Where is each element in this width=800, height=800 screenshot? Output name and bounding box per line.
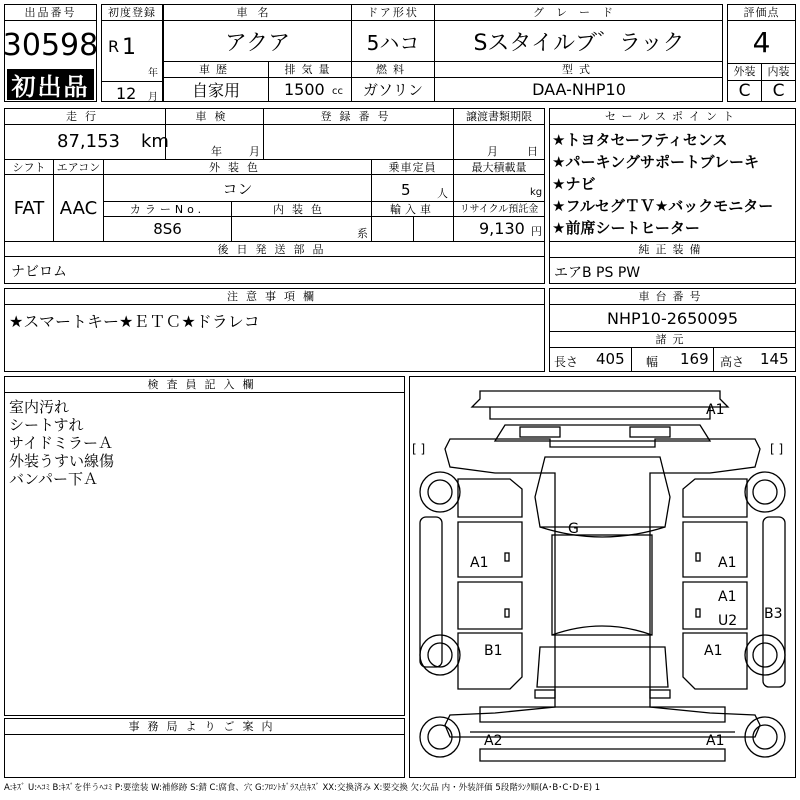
- sales-points-label: セールスポイント: [550, 109, 795, 125]
- interior-color-label: 内装色: [273, 203, 330, 216]
- height-label: 高さ: [720, 355, 745, 369]
- fuel-label: 燃料: [376, 63, 410, 76]
- capacity-label: 乗車定員: [388, 161, 437, 174]
- first-listing-badge: 初出品: [7, 69, 94, 100]
- lot-number-label: 出品番号: [5, 5, 96, 21]
- inspector-label: 検査員記入欄: [5, 377, 404, 393]
- recycle-label: リサイクル預託金: [459, 204, 539, 215]
- reg-month: 12: [116, 84, 137, 103]
- capacity: 5: [401, 181, 411, 199]
- mileage-unit: km: [141, 131, 169, 152]
- era: R: [108, 37, 120, 56]
- office-label: 事務局よりご案内: [5, 719, 404, 735]
- mark-right-rear-fender: A1: [704, 643, 723, 659]
- roof-panel: [552, 535, 652, 635]
- bracket-right: [ ]: [770, 442, 784, 456]
- left-fender: [458, 479, 522, 517]
- door-label: ドア形状: [367, 6, 419, 19]
- spec-row: [163, 61, 723, 102]
- bracket-left: [ ]: [412, 442, 426, 456]
- year-unit: 年: [148, 68, 158, 79]
- equipment-block: [549, 241, 796, 284]
- equipment-value: エアB PS PW: [554, 265, 641, 281]
- inspector-line: バンパー下Ａ: [9, 470, 98, 488]
- car-diagram-svg: [410, 377, 795, 777]
- sales-point-item: ★ナビ: [552, 175, 596, 193]
- grade: Sスタイルブ゛ラック: [473, 30, 685, 56]
- damage-diagram: [409, 376, 796, 778]
- first-reg-label: 初度登録: [102, 5, 162, 21]
- ac-label: エアコン: [56, 161, 101, 174]
- dims-label: 諸元: [550, 331, 795, 348]
- inspection-month-unit: 月: [249, 145, 260, 158]
- shift-label: シフト: [12, 161, 46, 174]
- color-number: 8S6: [153, 220, 182, 238]
- width-label: 幅: [646, 355, 659, 369]
- chassis-label: 車台番号: [550, 289, 795, 305]
- max-load-label: 最大積載量: [471, 161, 527, 174]
- mark-rear-left: A2: [484, 733, 503, 749]
- mark-right-rear-door: A1: [718, 589, 737, 605]
- fuel: ガソリン: [362, 81, 423, 99]
- equipment-label: 純正装備: [550, 242, 795, 258]
- sales-points-block: [549, 108, 796, 242]
- car-name-block: [163, 4, 723, 62]
- exterior-color: コン: [222, 179, 253, 198]
- capacity-unit: 人: [437, 187, 448, 200]
- office-block: [4, 718, 405, 778]
- mark-left-rear-fender: B1: [484, 643, 503, 659]
- model-code: DAA-NHP10: [532, 80, 626, 99]
- score-label: 評価点: [728, 5, 795, 21]
- sales-point-item: ★フルセグＴＶ★バックモニター: [552, 197, 774, 215]
- model-code-label: 型式: [562, 63, 596, 76]
- shift: FAT: [13, 197, 45, 219]
- exterior-color-label: 外装色: [209, 161, 266, 174]
- chassis-number: NHP10-2650095: [606, 308, 739, 328]
- height: 145: [760, 350, 789, 368]
- inspector-line: サイドミラーＡ: [9, 434, 113, 452]
- inspector-block: [4, 376, 405, 716]
- lot-number: 30598: [2, 27, 99, 63]
- legend: A:ｷｽﾞ U:ﾍｺﾐ B:ｷｽﾞを伴うﾍｺﾐ P:要塗装 W:補修跡 S:錆 C:腐食、穴 G:ﾌﾛﾝﾄｶﾞﾗｽ点ｷｽﾞ XX:交換済み X:要交換 欠:欠品 内・外装評価 5段階ﾗﾝｸ順(A･B･C･D･E) 1: [4, 783, 601, 793]
- recycle-fee: 9,130: [479, 219, 525, 238]
- exterior-label: 外装: [733, 65, 756, 78]
- inspector-line: 外装うすい線傷: [9, 452, 115, 470]
- notes-block: [4, 288, 545, 372]
- mark-right-rear-door-2: U2: [718, 613, 738, 629]
- registration-number-label: 登録番号: [320, 110, 397, 123]
- length: 405: [596, 350, 625, 368]
- mark-right-side: B3: [764, 606, 783, 622]
- transfer-day-unit: 日: [527, 145, 538, 158]
- recycle-unit: 円: [531, 225, 542, 238]
- mark-front-bumper: A1: [706, 402, 725, 418]
- exterior-grade: C: [738, 81, 751, 101]
- interior-grade: C: [772, 81, 785, 101]
- sales-point-item: ★パーキングサポートブレーキ: [552, 153, 759, 171]
- mark-roof: G: [568, 521, 579, 537]
- right-rear-door: [683, 582, 747, 629]
- max-load-unit: kg: [530, 187, 543, 198]
- right-rear-fender: [683, 633, 747, 689]
- rear-bumper-shape: [480, 707, 725, 722]
- length-label: 長さ: [554, 355, 579, 369]
- inspector-line: 室内汚れ: [9, 398, 70, 416]
- interior-color-unit: 系: [357, 227, 368, 240]
- month-unit: 月: [148, 92, 158, 103]
- later-parts: ナビロム: [11, 264, 67, 280]
- rear-window: [537, 647, 668, 687]
- door-type: 5ハコ: [366, 30, 420, 55]
- right-fender: [683, 479, 747, 517]
- interior-label: 内装: [767, 65, 790, 78]
- left-rear-fender: [458, 633, 522, 689]
- score: 4: [752, 25, 771, 59]
- sales-point-item: ★前席シートヒーター: [552, 219, 700, 237]
- sales-point-item: ★トヨタセーフティセンス: [552, 131, 728, 149]
- transfer-month-unit: 月: [487, 145, 498, 158]
- displacement-label: 排気量: [284, 63, 336, 76]
- mark-rear-right: A1: [706, 733, 725, 749]
- air-conditioner: AAC: [59, 197, 98, 219]
- notes-value: ★スマートキー★ＥＴＣ★ドラレコ: [9, 312, 260, 331]
- left-front-door: [458, 522, 522, 577]
- first-registration-block: [101, 4, 163, 102]
- displacement: 1500: [284, 80, 325, 99]
- score-block: [727, 4, 796, 102]
- mileage: 87,153: [57, 131, 120, 152]
- right-front-door: [683, 522, 747, 577]
- front-bumper-shape: [472, 391, 728, 407]
- body-outline: [445, 439, 760, 737]
- mark-right-front-door: A1: [718, 555, 737, 571]
- color-number-label: カラーNo.: [129, 203, 206, 216]
- inspector-line: シートすれ: [9, 416, 84, 434]
- mark-left-front-door: A1: [470, 555, 489, 571]
- grade-label: グレード: [533, 6, 625, 19]
- history: 自家用: [191, 81, 240, 100]
- inspection-year-unit: 年: [211, 145, 222, 158]
- displacement-unit: cc: [332, 86, 343, 97]
- import-label: 輸入車: [390, 203, 435, 216]
- left-rear-door: [458, 582, 522, 629]
- inspection-label: 車検: [195, 110, 234, 123]
- history-label: 車歴: [199, 63, 233, 76]
- lot-number-block: [4, 4, 97, 102]
- notes-label: 注意事項欄: [5, 289, 544, 305]
- transfer-docs-label: 譲渡書類期限: [466, 110, 532, 123]
- car-name: アクア: [224, 30, 291, 56]
- width: 169: [680, 350, 709, 368]
- mileage-label: 走行: [66, 110, 104, 123]
- car-name-label: 車名: [236, 6, 279, 19]
- chassis-block: [549, 288, 796, 372]
- reg-year: 1: [122, 35, 136, 60]
- later-parts-label: 後日発送部品: [217, 243, 332, 256]
- details-block: [4, 108, 545, 284]
